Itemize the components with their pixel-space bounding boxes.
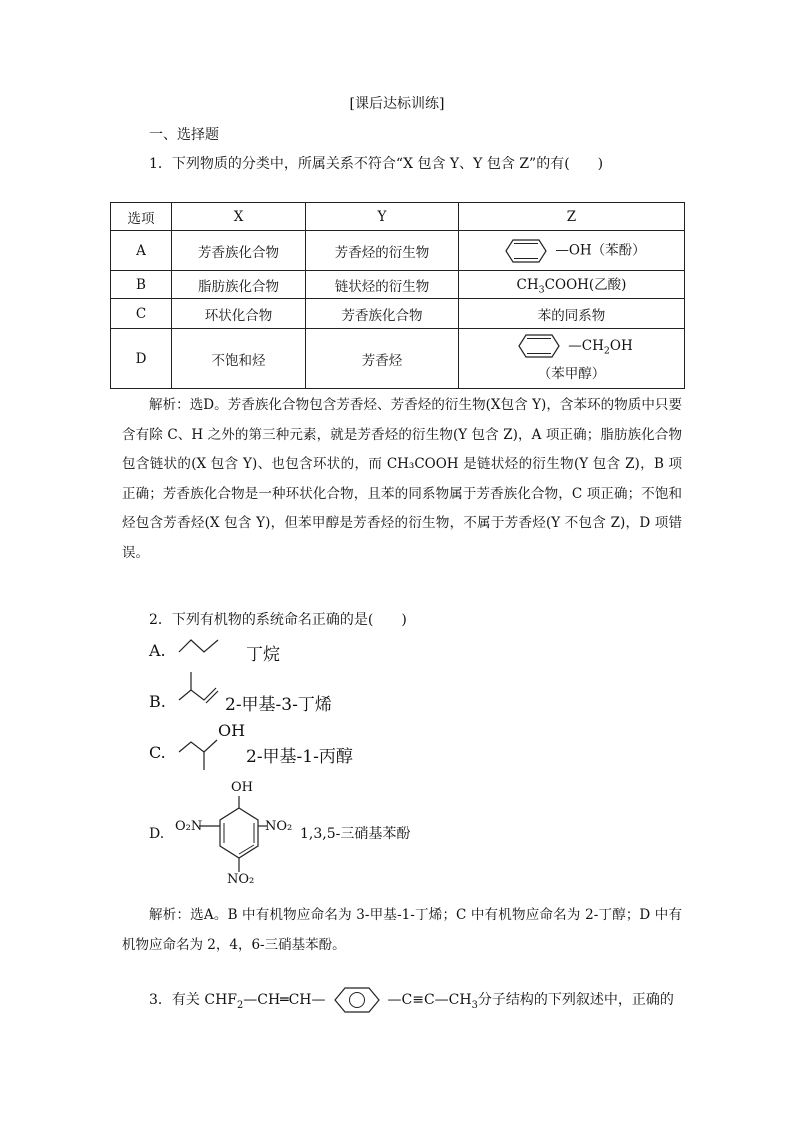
benzene-ring-icon: [510, 333, 568, 359]
option-a-letter: A.: [149, 641, 166, 660]
benzyl-group-post: OH: [609, 337, 633, 354]
benzyl-alcohol-note: （苯甲醇）: [537, 366, 606, 383]
row-c-y: 芳香族化合物: [306, 299, 459, 329]
option-d-oh: OH: [231, 780, 253, 795]
option-d-letter: D.: [149, 826, 165, 842]
option-c-oh: OH: [218, 721, 246, 740]
question-2-stem: 2．下列有机物的系统命名正确的是( ): [149, 612, 407, 628]
row-b-y: 链状烃的衍生物: [306, 271, 459, 299]
acetic-acid-sub: 3: [538, 284, 545, 296]
option-b-name: 2-甲基-3-丁烯: [225, 695, 332, 715]
option-d-left-group: O₂N: [175, 819, 203, 834]
option-a-name: 丁烷: [246, 645, 280, 665]
option-b-letter: B.: [149, 692, 166, 711]
butane-structure-icon: [177, 636, 223, 656]
table-row: [111, 231, 685, 271]
option-d-right-group: NO₂: [265, 819, 293, 834]
section-heading: 一、选择题: [149, 127, 219, 143]
q3-prefix: 3．有关 CHF: [149, 992, 237, 1008]
option-d-name: 1,3,5-三硝基苯酚: [300, 826, 411, 842]
table-row: [111, 329, 685, 389]
acetic-acid-pre: CH: [516, 277, 539, 294]
header-y: Y: [306, 203, 459, 231]
question-1-analysis: 解析：选D。芳香族化合物包含芳香烃、芳香烃的衍生物(X包含 Y)，含苯环的物质中只要含有除 C、H 之外的第三种元素，就是芳香烃的衍生物(Y 包含 Z)，A 项正确；脂肪族化合物包含链状的(X 包含 Y)、也包含环状的，而 CH₃COOH 是链状烃的衍生物(Y 包含 Z)，B 项正确；芳香族化合物是一种环状化合物，且苯的同系物属于芳香族化合物，C 项正确；不饱和烃包含芳香烃(X 包含 Y)，但苯甲醇是芳香烃的衍生物，不属于芳香烃(Y 不包含 Z)，D 项错误。: [122, 397, 682, 561]
header-x: X: [172, 203, 306, 231]
option-c-name: 2-甲基-1-丙醇: [246, 747, 353, 767]
benzene-ring-icon: [327, 985, 387, 1015]
q3-prefix-sub: 2: [237, 999, 244, 1011]
q3-after-sub: 3: [471, 999, 478, 1011]
page-title: [课后达标训练]: [349, 96, 445, 112]
row-d-y: 芳香烃: [306, 329, 459, 389]
question-1-stem: 1．下列物质的分类中，所属关系不符合“X 包含 Y、Y 包含 Z”的有( ): [149, 156, 604, 172]
row-a-y: 芳香烃的衍生物: [306, 231, 459, 271]
row-c-z: 苯的同系物: [459, 299, 685, 329]
phenol-group: —OH: [555, 242, 592, 258]
row-a-z: [459, 231, 685, 271]
row-d-x: 不饱和烃: [172, 329, 306, 389]
table-row: [111, 299, 685, 329]
row-b-option: B: [111, 271, 172, 299]
benzyl-group-pre: —CH: [568, 337, 604, 354]
row-a-option: A: [111, 231, 172, 271]
acetic-acid-post: COOH(乙酸): [544, 277, 627, 294]
question-3-stem: [149, 985, 674, 1015]
row-d-option: D: [111, 329, 172, 389]
row-d-z: [459, 329, 685, 389]
row-b-x: 脂肪族化合物: [172, 271, 306, 299]
methylbutene-structure-icon: [176, 668, 220, 708]
table-header-row: [111, 203, 685, 231]
phenol-note: （苯酚）: [591, 242, 646, 258]
row-c-x: 环状化合物: [172, 299, 306, 329]
option-c-letter: C.: [149, 743, 166, 762]
q3-after-ring: —C≡C—CH: [387, 992, 472, 1008]
q3-tail: 分子结构的下列叙述中，正确的: [477, 992, 674, 1008]
question-2-analysis: 解析：选A。B 中有机物应命名为 3-甲基-1-丁烯；C 中有机物应命名为 2-丁醇；D 中有机物应命名为 2，4，6-三硝基苯酚。: [122, 907, 682, 953]
header-option: 选项: [111, 203, 172, 231]
row-b-z: [459, 271, 685, 299]
table-row: [111, 271, 685, 299]
q3-mid: —CH═CH—: [243, 992, 326, 1008]
row-c-option: C: [111, 299, 172, 329]
nitrophenol-structure-icon: [195, 794, 273, 874]
row-a-x: 芳香族化合物: [172, 231, 306, 271]
butanol-structure-icon: [176, 734, 226, 774]
header-z: Z: [459, 203, 685, 231]
classification-table: [110, 202, 685, 389]
option-d-bottom-group: NO₂: [227, 872, 255, 887]
benzyl-group-sub: 2: [603, 345, 610, 357]
benzene-ring-icon: [497, 238, 555, 264]
